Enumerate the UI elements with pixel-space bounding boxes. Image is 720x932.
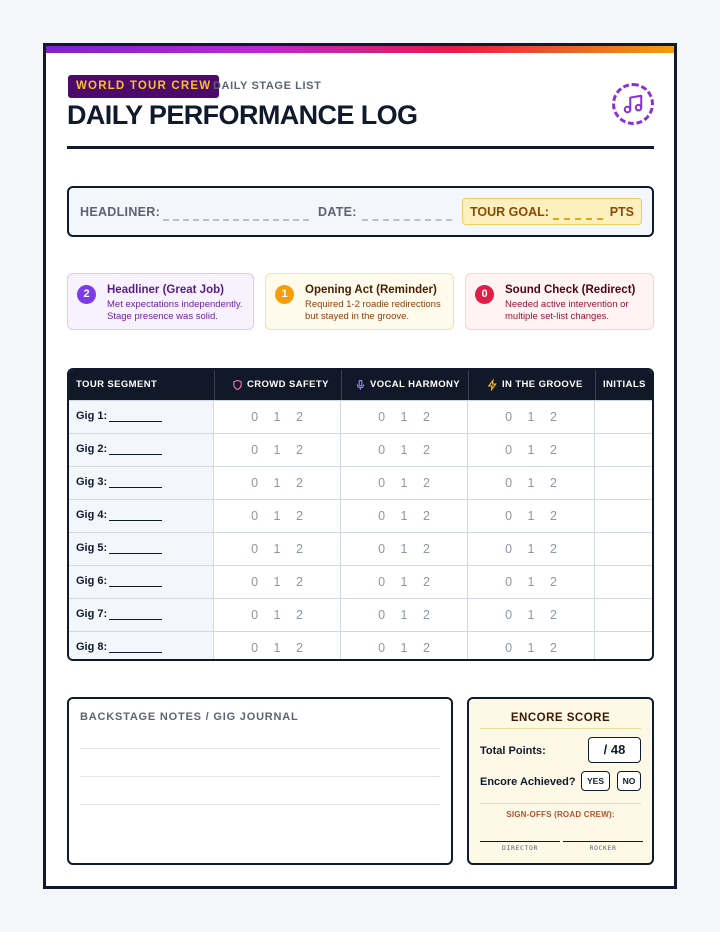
director-label: DIRECTOR [501,844,539,852]
rocker-signature-line[interactable] [563,841,643,842]
gig-label: Gig 5: [76,542,108,554]
legend-title: Opening Act (Reminder) [305,284,437,296]
legend-title: Sound Check (Redirect) [505,284,636,296]
legend-number-badge: 1 [275,285,294,304]
gig-name-field[interactable] [109,421,162,422]
tour-goal-field[interactable] [553,218,603,220]
gig-label: Gig 3: [76,476,108,488]
legend-description: Needed active intervention or multiple set-list changes. [505,299,629,322]
crowd-safety-score[interactable]: 0 1 2 [214,434,341,466]
initials-cell[interactable] [595,401,652,433]
column-header-crowd-safety: CROWD SAFETY [232,370,329,400]
tour-goal-box [462,198,642,225]
crew-badge: WORLD TOUR CREW [68,75,219,98]
note-line [80,776,440,777]
title-divider [67,146,654,149]
headliner-field[interactable] [163,219,309,221]
headliner-label: HEADLINER: [80,205,161,219]
tour-goal-unit: PTS [609,205,634,219]
crowd-safety-score[interactable]: 0 1 2 [214,533,341,565]
table-row [69,499,652,532]
initials-cell[interactable] [595,467,652,499]
gradient-top-bar [46,46,674,53]
table-header [69,370,652,400]
table-row [69,565,652,598]
table-row [69,532,652,565]
column-header-vocal-harmony: VOCAL HARMONY [355,370,460,400]
initials-cell[interactable] [595,434,652,466]
gig-label: Gig 1: [76,410,108,422]
vocal-harmony-score[interactable]: 0 1 2 [341,467,468,499]
legend-description: Required 1-2 roadie redirections but stayed in the groove. [305,299,441,322]
microphone-icon [355,379,366,391]
legend-card-0 [465,273,654,330]
music-note-icon [612,83,654,125]
encore-achieved-label: Encore Achieved? [480,776,576,788]
signoff-title: SIGN-OFFS (ROAD CREW): [506,810,615,819]
crowd-safety-score[interactable]: 0 1 2 [214,401,341,433]
date-label: DATE: [318,205,357,219]
legend-description: Met expectations independently. Stage presence was solid. [107,299,243,322]
gig-label: Gig 6: [76,575,108,587]
gig-name-field[interactable] [109,586,162,587]
vocal-harmony-score[interactable]: 0 1 2 [341,401,468,433]
note-line [80,748,440,749]
gig-name-field[interactable] [109,487,162,488]
total-points-field[interactable]: / 48 [588,737,641,763]
initials-cell[interactable] [595,533,652,565]
initials-cell[interactable] [595,632,652,661]
legend-number-badge: 0 [475,285,494,304]
in-the-groove-score[interactable]: 0 1 2 [468,467,595,499]
vocal-harmony-score[interactable]: 0 1 2 [341,500,468,532]
in-the-groove-score[interactable]: 0 1 2 [468,632,595,661]
vocal-harmony-score[interactable]: 0 1 2 [341,533,468,565]
in-the-groove-score[interactable]: 0 1 2 [468,533,595,565]
worksheet-subtitle: DAILY STAGE LIST [213,80,322,92]
gig-name-field[interactable] [109,553,162,554]
table-row [69,400,652,433]
vocal-harmony-score[interactable]: 0 1 2 [341,434,468,466]
crowd-safety-score[interactable]: 0 1 2 [214,467,341,499]
worksheet [43,43,677,889]
column-header-in-the-groove: IN THE GROOVE [487,370,583,400]
table-row [69,433,652,466]
in-the-groove-score[interactable]: 0 1 2 [468,566,595,598]
vocal-harmony-score[interactable]: 0 1 2 [341,566,468,598]
no-checkbox[interactable]: NO [617,771,641,791]
gig-label: Gig 8: [76,641,108,653]
lightning-icon [487,379,498,391]
legend-number-badge: 2 [77,285,96,304]
column-header-segment: TOUR SEGMENT [76,379,158,390]
initials-cell[interactable] [595,566,652,598]
note-line [80,804,440,805]
encore-score-box [467,697,654,865]
page-title: DAILY PERFORMANCE LOG [67,100,418,130]
in-the-groove-score[interactable]: 0 1 2 [468,599,595,631]
initials-cell[interactable] [595,599,652,631]
initials-cell[interactable] [595,500,652,532]
in-the-groove-score[interactable]: 0 1 2 [468,434,595,466]
shield-icon [232,379,243,391]
gig-label: Gig 4: [76,509,108,521]
crowd-safety-score[interactable]: 0 1 2 [214,599,341,631]
notes-title: BACKSTAGE NOTES / GIG JOURNAL [80,711,299,723]
rocker-label: ROCKER [589,844,617,852]
table-row [69,631,652,661]
legend-card-1 [265,273,454,330]
date-field[interactable] [362,219,452,221]
gig-name-field[interactable] [109,652,162,653]
total-points-label: Total Points: [480,745,546,757]
tour-goal-label: TOUR GOAL: [470,205,549,219]
gig-name-field[interactable] [109,454,162,455]
crowd-safety-score[interactable]: 0 1 2 [214,566,341,598]
gig-label: Gig 2: [76,443,108,455]
encore-title: ENCORE SCORE [510,712,611,724]
gig-name-field[interactable] [109,520,162,521]
gig-label: Gig 7: [76,608,108,620]
in-the-groove-score[interactable]: 0 1 2 [468,401,595,433]
crowd-safety-score[interactable]: 0 1 2 [214,500,341,532]
backstage-notes[interactable] [67,697,453,865]
legend-card-2 [67,273,254,330]
crowd-safety-score[interactable]: 0 1 2 [214,632,341,661]
gig-name-field[interactable] [109,619,162,620]
info-box [67,186,654,237]
yes-checkbox[interactable]: YES [581,771,610,791]
table-row [69,466,652,499]
legend-title: Headliner (Great Job) [107,284,224,296]
column-header-initials: INITIALS [603,379,646,390]
director-signature-line[interactable] [480,841,560,842]
vocal-harmony-score[interactable]: 0 1 2 [341,599,468,631]
in-the-groove-score[interactable]: 0 1 2 [468,500,595,532]
table-row [69,598,652,631]
performance-table [67,368,654,661]
vocal-harmony-score[interactable]: 0 1 2 [341,632,468,661]
